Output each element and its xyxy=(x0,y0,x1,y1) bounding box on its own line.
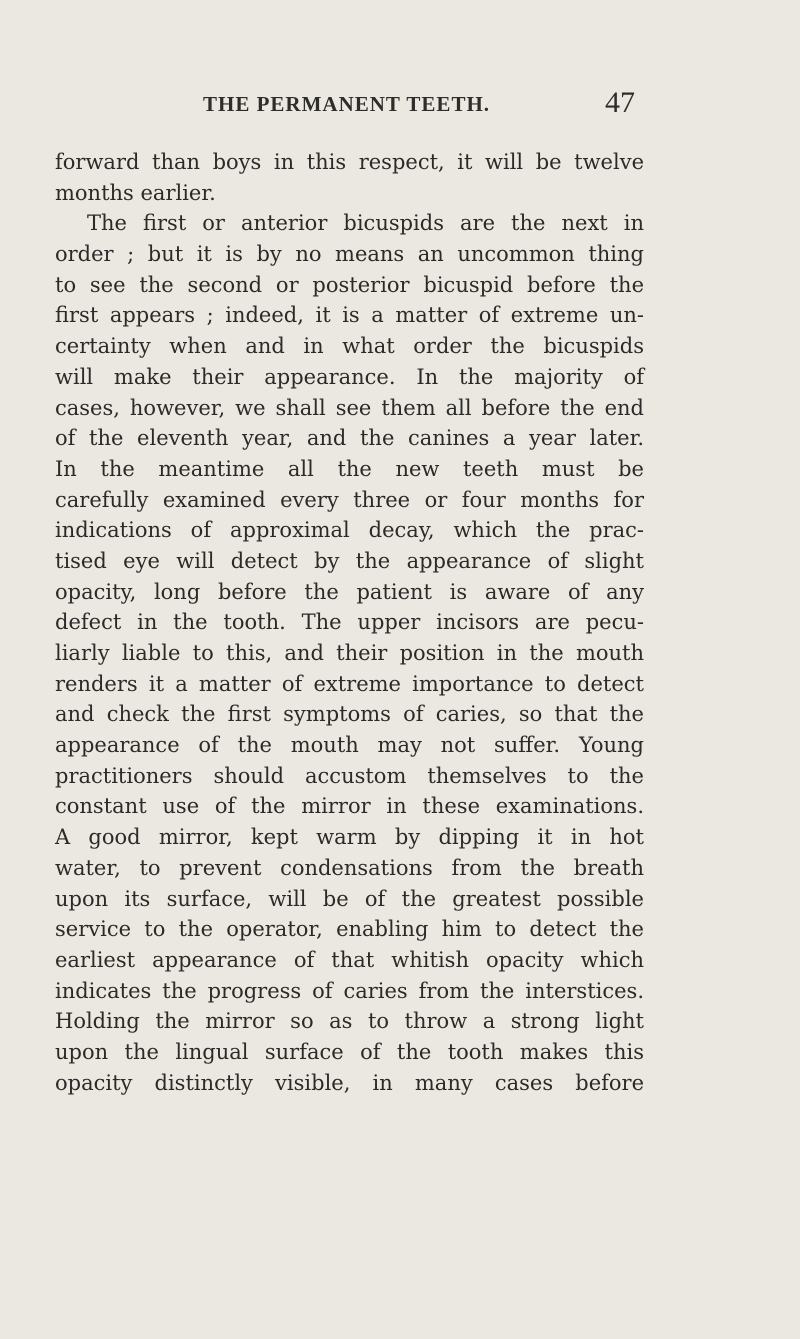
text-line: renders it a matter of extreme importance to detect xyxy=(55,671,644,696)
text-line: tised eye will detect by the appearance of slight xyxy=(55,548,644,573)
text-line: constant use of the mirror in these examinations. xyxy=(55,794,644,819)
text-line: indications of approximal decay, which the prac- xyxy=(55,518,644,543)
text-line: carefully examined every three or four months for xyxy=(55,487,644,512)
text-line: A good mirror, kept warm by dipping it in hot xyxy=(55,825,644,850)
text-line: appearance of the mouth may not suffer. Young xyxy=(55,733,644,758)
text-line: order ; but it is by no means an uncommon thing xyxy=(55,242,644,267)
text-line: water, to prevent condensations from the breath xyxy=(55,855,644,880)
text-line: certainty when and in what order the bicuspids xyxy=(55,334,644,359)
text-line: defect in the tooth. The upper incisors are pecu- xyxy=(55,610,644,635)
text-line: The first or anterior bicuspids are the next in xyxy=(87,211,644,236)
text-line: of the eleventh year, and the canines a year later. xyxy=(55,426,644,451)
body-text xyxy=(55,147,644,1098)
text-line: upon the lingual surface of the tooth makes this xyxy=(55,1039,644,1064)
text-line: indicates the progress of caries from the interstices. xyxy=(55,978,644,1003)
text-line: Holding the mirror so as to throw a strong light xyxy=(55,1009,644,1034)
page-number: 47 xyxy=(605,86,635,119)
text-line: earliest appearance of that whitish opacity which xyxy=(55,947,644,972)
text-line: practitioners should accustom themselves to the xyxy=(55,763,644,788)
running-title: THE PERMANENT TEETH. xyxy=(203,92,491,116)
text-line: months earlier. xyxy=(55,180,216,205)
text-line: liarly liable to this, and their position in the mouth xyxy=(55,641,644,665)
text-line: will make their appearance. In the majority of xyxy=(55,364,644,389)
text-line: to see the second or posterior bicuspid before the xyxy=(55,272,644,297)
text-line: In the meantime all the new teeth must be xyxy=(55,456,644,481)
text-line: first appears ; indeed, it is a matter of extreme un- xyxy=(55,303,644,328)
text-line: service to the operator, enabling him to detect the xyxy=(55,917,644,942)
text-line: cases, however, we shall see them all before the end xyxy=(55,395,644,420)
text-line: forward than boys in this respect, it will be twelve xyxy=(55,150,644,174)
text-line: opacity distinctly visible, in many cases before xyxy=(55,1070,644,1095)
text-line: and check the first symptoms of caries, so that the xyxy=(55,702,644,727)
running-head xyxy=(55,88,635,120)
text-line: opacity, long before the patient is aware of any xyxy=(55,579,644,604)
text-line: upon its surface, will be of the greatest possible xyxy=(55,886,644,911)
